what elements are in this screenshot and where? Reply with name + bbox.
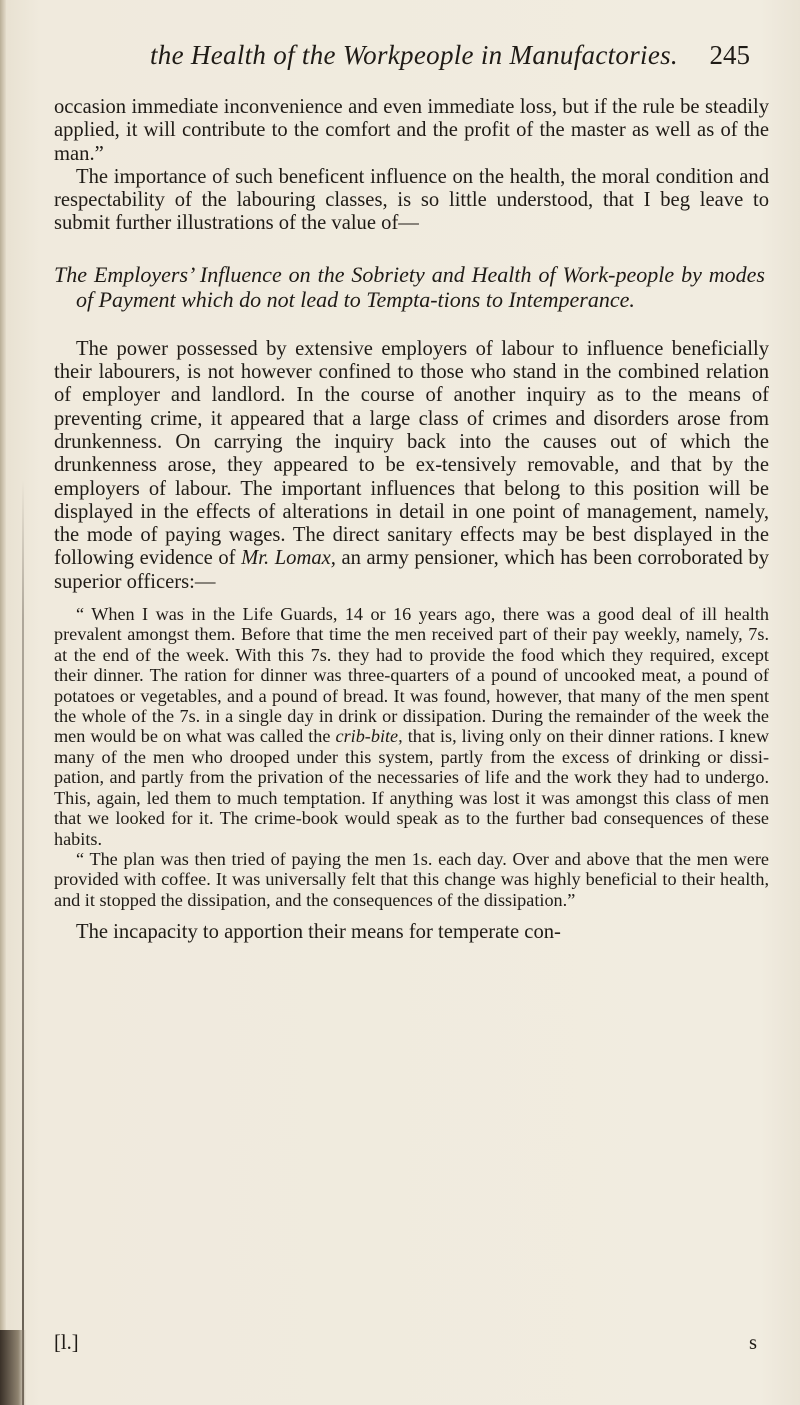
section-heading-text: The Employers’ Influence on the Sobriety and Health of Work-people by modes of Payment which do not lead to Tempta-tions to Intemperance. (54, 261, 765, 312)
paragraph-continuation: occasion immediate inconvenience and even immediate loss, but if the rule be steadily applied, it will contribute to the comfort and the profit of the master as well as of the man.” (54, 96, 769, 165)
quote-daily-pay: “ The plan was then tried of paying the men 1s. each day. Over and above that the men were provided with coffee. It was universally felt that this change was highly beneficial to their health, and it stopped the dissipation, and the consequences of the dissipation.” (54, 848, 769, 910)
paragraph-importance: The importance of such beneficent influence on the health, the moral condition and respectability of the labouring classes, is so little understood, that I beg leave to submit further illustrations of the value of— (54, 165, 769, 235)
paragraph-employers-power (54, 338, 769, 594)
signature-right: s (748, 1332, 757, 1354)
running-head-title: the Health of the Workpeople in Manufactories. (150, 40, 678, 70)
section-heading (54, 262, 769, 312)
quote-life-guards-tail: that is, living only on their dinner rations. I knew many of the men who drooped under this system, partly from the excess of drinking or dissi-pation, and partly from the privation of the necessaries of life and the work they had to undergo. This, again, led them to much temptation. If anything was lost it was amongst this class of men that we looked for it. The crime-book would speak as to the further bad consequences of these habits. (54, 726, 769, 849)
witness-name: Mr. Lomax, (241, 547, 336, 570)
quote-life-guards-text: “ When I was in the Life Guards, 14 or 16 years ago, there was a good deal of ill health prevalent amongst them. Before that time the men received part of their pay weekly, namely, 7s. at the end of the week. With this 7s. they had to provide the food which they required, except their dinner. The ration for dinner was three-quarters of a pound of uncooked meat, a pound of potatoes or vegetables, and a pound of bread. It was found, however, that many of the men spent the whole of the 7s. in a single day in drink or dissipation. During the remainder of the week the men would be on what was called the (54, 604, 769, 747)
signature-mark (54, 1332, 769, 1358)
running-head (150, 40, 750, 80)
page-edge-shadow-line (22, 480, 24, 1405)
body-text (54, 96, 769, 944)
page-edge-shadow (0, 1330, 26, 1405)
paragraph-employers-power-tail: an army pensioner, which has been corroborated by superior officers:— (54, 547, 769, 593)
page-gutter (0, 0, 6, 1405)
paragraph-employers-power-text: The power possessed by extensive employers of labour to influence beneficially their labourers, is not however confined to those who stand in the combined relation of employer and landlord. In the course of another inquiry as to the means of preventing crime, it appeared that a large class of crimes and disorders arose from drunkenness. On carrying the inquiry back into the causes out of which the drunkenness arose, they appeared to be ex-tensively removable, and that by the employers of labour. The important influences that belong to this position will be displayed in the effects of alterations in detail in one point of management, namely, the mode of paying wages. The direct sanitary effects may be best displayed in the following evidence of (54, 337, 769, 570)
quote-term: crib-bite, (335, 726, 403, 747)
page-number: 245 (709, 40, 750, 70)
signature-left: [l.] (54, 1332, 79, 1354)
paragraph-incapacity: The incapacity to apportion their means for temperate con- (76, 921, 561, 944)
quote-life-guards (54, 604, 769, 849)
